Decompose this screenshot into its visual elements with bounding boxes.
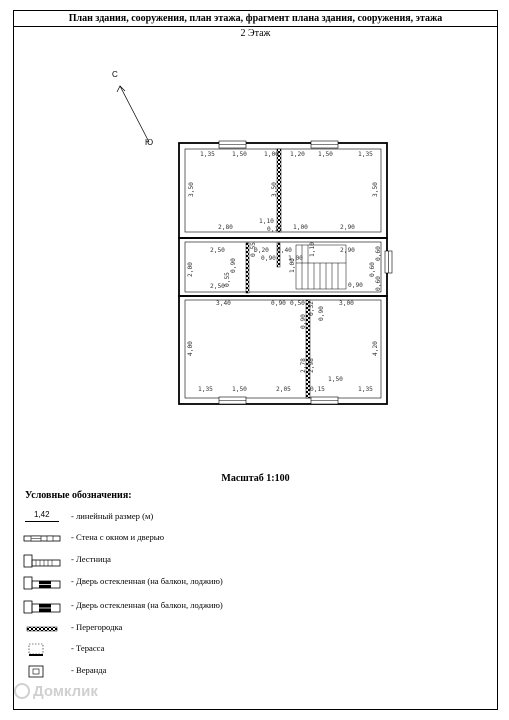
legend-item — [14, 641, 484, 659]
dim: 2,98 — [308, 358, 315, 373]
compass — [112, 70, 153, 147]
dim: 1,35 — [200, 151, 215, 158]
dim: 0,15 — [267, 226, 282, 233]
dim: 0,15 — [310, 386, 325, 393]
home-icon — [14, 683, 30, 699]
dim: 0,60 — [375, 276, 382, 291]
dim: 0,90 — [318, 306, 325, 321]
dim: 2,78 — [300, 358, 307, 373]
dim: 2,50 — [210, 283, 225, 290]
legend-text: - Дверь остекленная (на балкон, лоджию) — [71, 600, 223, 610]
dim: 0,50 — [290, 300, 305, 307]
watermark-text: Домклик — [33, 683, 98, 700]
floor-plan — [14, 11, 499, 471]
legend-item — [14, 552, 484, 570]
legend-title: Условные обозначения: — [25, 490, 132, 501]
plan-sheet — [13, 10, 498, 710]
dim: 1,00 — [264, 151, 279, 158]
dim: 2,90 — [340, 224, 355, 231]
dim: 3,50 — [188, 182, 195, 197]
dim: 3,50 — [372, 182, 379, 197]
dim: 1,20 — [290, 151, 305, 158]
dim: 1,50 — [318, 151, 333, 158]
legend-item — [14, 574, 484, 592]
building-outline — [179, 143, 387, 404]
floor-label: 2 Этаж — [240, 28, 271, 39]
dim: 0,90 — [230, 258, 237, 273]
dim: 1,50 — [232, 386, 247, 393]
dim: 1,00 — [289, 258, 296, 273]
legend-item — [14, 620, 484, 638]
plan-title: План здания, сооружения, план этажа, фрагмент плана здания, сооружения, этажа — [14, 11, 497, 27]
dim: 3,40 — [216, 300, 231, 307]
legend-text: - Стена с окном и дверью — [71, 532, 165, 542]
dim: 1,50 — [328, 376, 343, 383]
legend-text: - Лестница — [71, 554, 111, 564]
dim: 4,20 — [372, 341, 379, 356]
legend-item — [14, 663, 484, 681]
dim: 1,35 — [198, 386, 213, 393]
veranda-icon — [19, 663, 65, 681]
legend-text: - Перегородка — [71, 622, 123, 632]
dim: 1,35 — [358, 151, 373, 158]
dim: 2,05 — [276, 386, 291, 393]
terrace-icon — [19, 641, 65, 659]
dim: 3,50 — [271, 182, 278, 197]
watermark-logo — [14, 683, 98, 700]
glazed-door-icon — [19, 598, 65, 616]
stairs — [296, 245, 346, 289]
dim: 1,50 — [232, 151, 247, 158]
dim: 2,90 — [340, 247, 355, 254]
dimension-icon — [19, 509, 65, 527]
dim: 0,60 — [375, 246, 382, 261]
dim: 0,40 — [277, 247, 292, 254]
legend-text: - Веранда — [71, 665, 107, 675]
legend-sample-dim: 1,42 — [34, 510, 50, 519]
dim: 1,00 — [288, 255, 303, 262]
dim: 1,35 — [358, 386, 373, 393]
dim: 0,55 — [250, 242, 257, 257]
wall-window-door-icon — [19, 530, 65, 548]
scale-label: Масштаб 1:100 — [221, 473, 290, 484]
legend-text: - линейный размер (м) — [71, 511, 154, 521]
compass-north: С — [112, 70, 118, 79]
dim: 0,90 — [271, 300, 286, 307]
dim: 0,90 — [300, 314, 307, 329]
dim: 0,60 — [369, 262, 376, 277]
dim: 1,10 — [309, 242, 316, 257]
dim: 0,55 — [224, 272, 231, 287]
glazed-door-icon — [19, 574, 65, 592]
partition-icon — [19, 620, 65, 638]
legend-text: - Терасса — [71, 643, 105, 653]
dim: 1,10 — [259, 218, 274, 225]
compass-south: Ю — [145, 138, 154, 147]
legend-text: - Дверь остекленная (на балкон, лоджию) — [71, 576, 223, 586]
dim: 2,00 — [187, 262, 194, 277]
legend-item — [14, 509, 484, 527]
dim: 0,32 — [308, 301, 315, 316]
stairs-icon — [19, 552, 65, 570]
legend-item — [14, 530, 484, 548]
dim: 0,90 — [348, 282, 363, 289]
legend-item — [14, 598, 484, 616]
dim: 0,20 — [254, 247, 269, 254]
dim: 2,80 — [218, 224, 233, 231]
dim: 1,00 — [293, 224, 308, 231]
dim: 4,00 — [187, 341, 194, 356]
dim: 2,50 — [210, 247, 225, 254]
dimensions — [187, 151, 382, 393]
dim: 0,90 — [261, 255, 276, 262]
dim: 3,00 — [339, 300, 354, 307]
